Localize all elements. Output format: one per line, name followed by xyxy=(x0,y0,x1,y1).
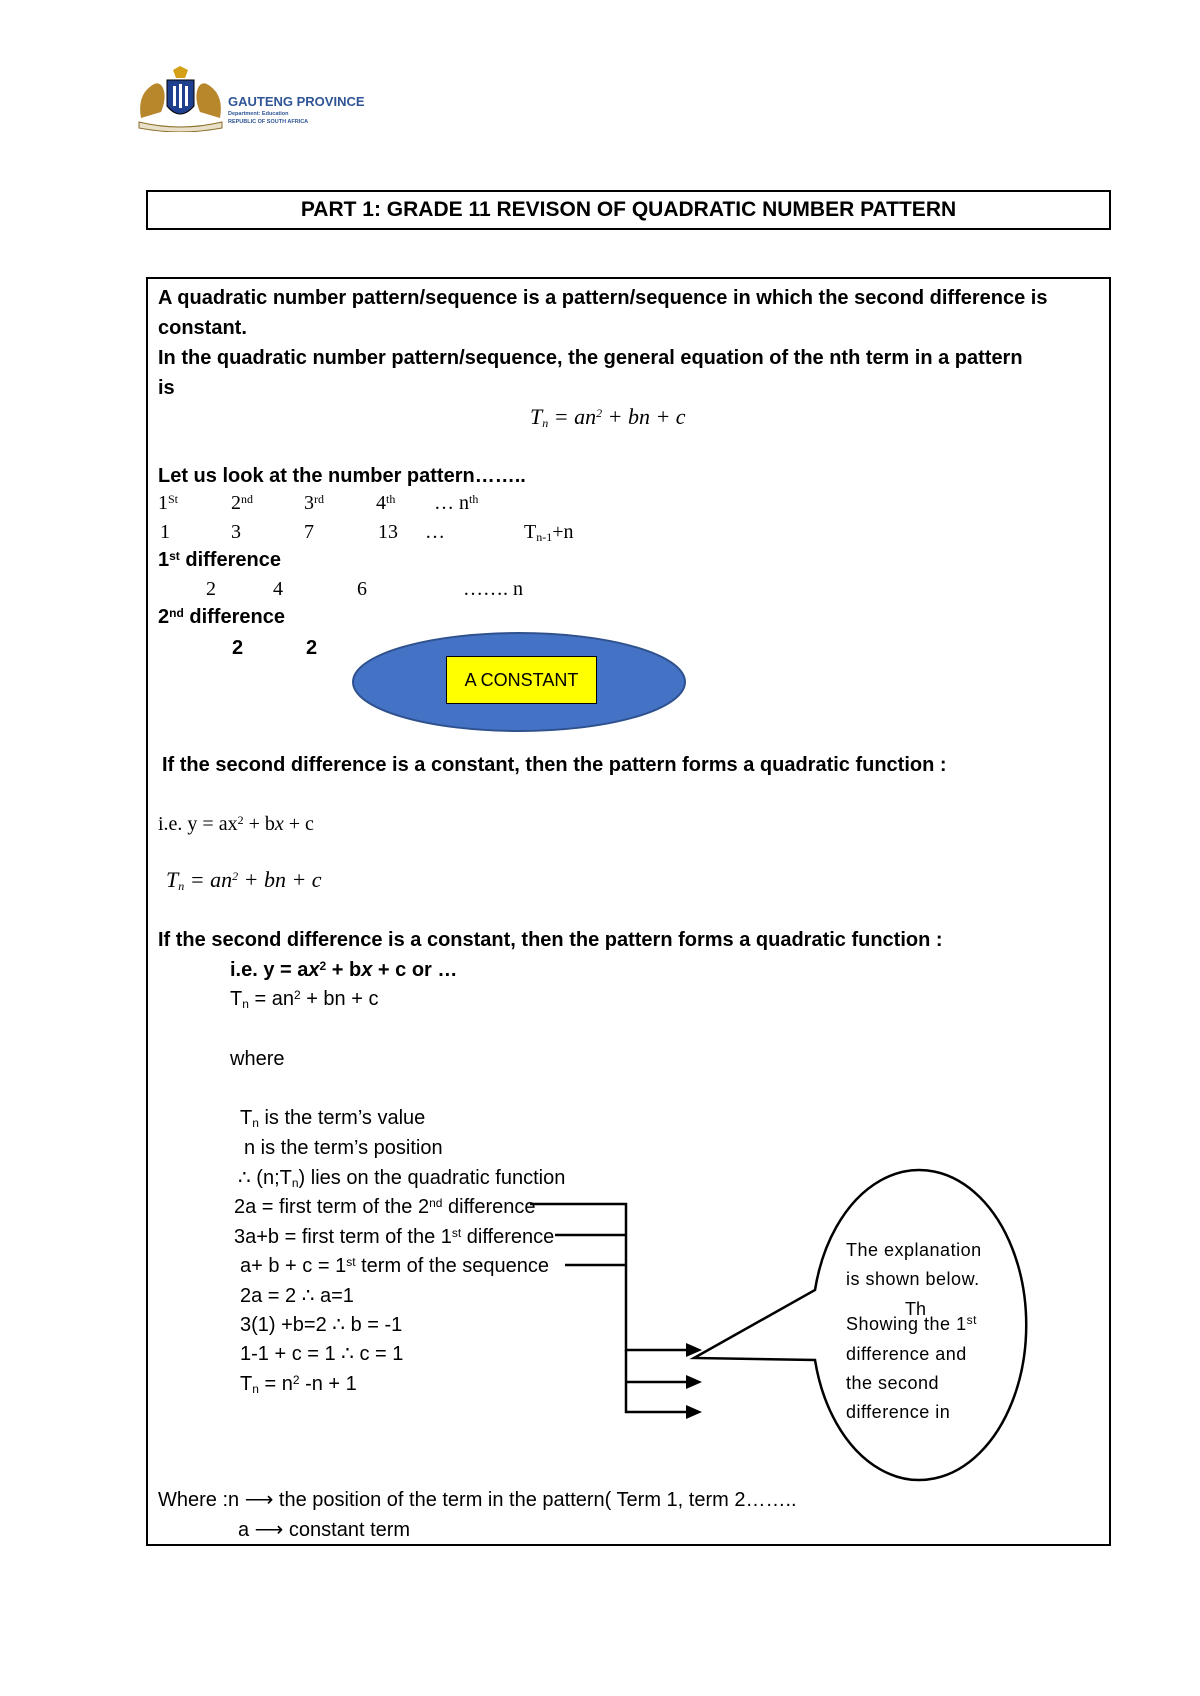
callout-line-4: Showing the 1st xyxy=(846,1313,977,1334)
def-n: n is the term’s position xyxy=(244,1137,443,1159)
intro-line-1: A quadratic number pattern/sequence is a pattern/sequence in which the second difference is xyxy=(158,287,1048,309)
term-2: 3 xyxy=(231,521,241,543)
term-n: $T_{n-1}+n$ xyxy=(524,521,574,544)
tn-line: $T_n = an^2$ + bn + c xyxy=(166,867,322,893)
intro-line-2: constant. xyxy=(158,317,247,339)
intro-line-4: is xyxy=(158,377,175,399)
term-dots: … xyxy=(425,521,445,543)
callout-line-3: Th xyxy=(905,1299,927,1319)
callout-line-6: the second xyxy=(846,1373,940,1393)
position-2: 2nd xyxy=(231,492,253,514)
callout-line-5: difference and xyxy=(846,1344,967,1364)
logo-department: Department: Education xyxy=(228,111,289,117)
step-1: 2a = 2 ∴ a=1 xyxy=(240,1285,354,1307)
position-4: 4th xyxy=(376,492,396,514)
callout-line-2: is shown below. xyxy=(846,1269,980,1289)
pattern-heading: Let us look at the number pattern…….. xyxy=(158,465,526,487)
def-tn: $T_n$ is the term’s value xyxy=(240,1107,426,1130)
position-3: 3rd xyxy=(304,492,324,514)
footer-where-n: Where :n ⟶ the position of the term in the pattern( Term 1, term 2…….. xyxy=(158,1489,797,1511)
term-4: 13 xyxy=(378,521,398,543)
where-label: where xyxy=(230,1048,285,1070)
first-diff-2: 4 xyxy=(273,578,283,600)
first-diff-3: 6 xyxy=(357,578,367,600)
logo-province: GAUTENG PROVINCE xyxy=(228,94,365,109)
def-3ab: 3a+b = first term of the 1st difference xyxy=(234,1226,555,1248)
step-4: $T_n = n^2$ -n + 1 xyxy=(240,1373,357,1396)
position-1: 1St xyxy=(158,492,179,514)
ie-line: i.e. $y = ax^2$ + bx + c xyxy=(158,813,314,835)
def-abc: a+ b + c = 1st term of the sequence xyxy=(240,1255,549,1277)
step-2: 3(1) +b=2 ∴ b = -1 xyxy=(240,1314,403,1336)
equation-main: $T_n = an^2$ + bn + c xyxy=(530,404,686,430)
footer-a-const: a ⟶ constant term xyxy=(238,1519,411,1541)
callout-line-7: difference in xyxy=(846,1402,951,1422)
def-lies: ∴ $(n;T_n)$ lies on the quadratic function xyxy=(238,1167,566,1190)
statement-2: If the second difference is a constant, then the pattern forms a quadratic function : xyxy=(158,929,943,951)
ie-line-2: i.e. $y = ax^2$ + bx + c or … xyxy=(230,959,458,981)
position-n: … $n^{th}$ xyxy=(434,492,479,514)
second-diff-label: 2nd difference xyxy=(158,606,285,628)
tn-line-2: $T_n = an^2$ + bn + c xyxy=(230,988,379,1011)
logo-country: REPUBLIC OF SOUTH AFRICA xyxy=(228,119,309,125)
second-diff-1: 2 xyxy=(232,637,244,659)
term-3: 7 xyxy=(304,521,314,543)
second-diff-2: 2 xyxy=(306,637,318,659)
first-diff-1: 2 xyxy=(206,578,216,600)
def-2a: 2a = first term of the 2nd difference xyxy=(234,1196,536,1218)
intro-line-3: In the quadratic number pattern/sequence, the general equation of the nth term in a pattern xyxy=(158,347,1023,369)
statement-1: If the second difference is a constant, then the pattern forms a quadratic function : xyxy=(162,754,947,776)
callout-line-1: The explanation xyxy=(846,1240,982,1260)
first-diff-label: 1st difference xyxy=(158,549,281,571)
step-3: 1-1 + c = 1 ∴ c = 1 xyxy=(240,1343,404,1365)
page-title: PART 1: GRADE 11 REVISON OF QUADRATIC NUMBER PATTERN xyxy=(300,198,957,221)
term-1: 1 xyxy=(160,521,170,543)
first-diff-n: ……. n xyxy=(463,578,523,600)
constant-label: A CONSTANT xyxy=(464,670,579,690)
